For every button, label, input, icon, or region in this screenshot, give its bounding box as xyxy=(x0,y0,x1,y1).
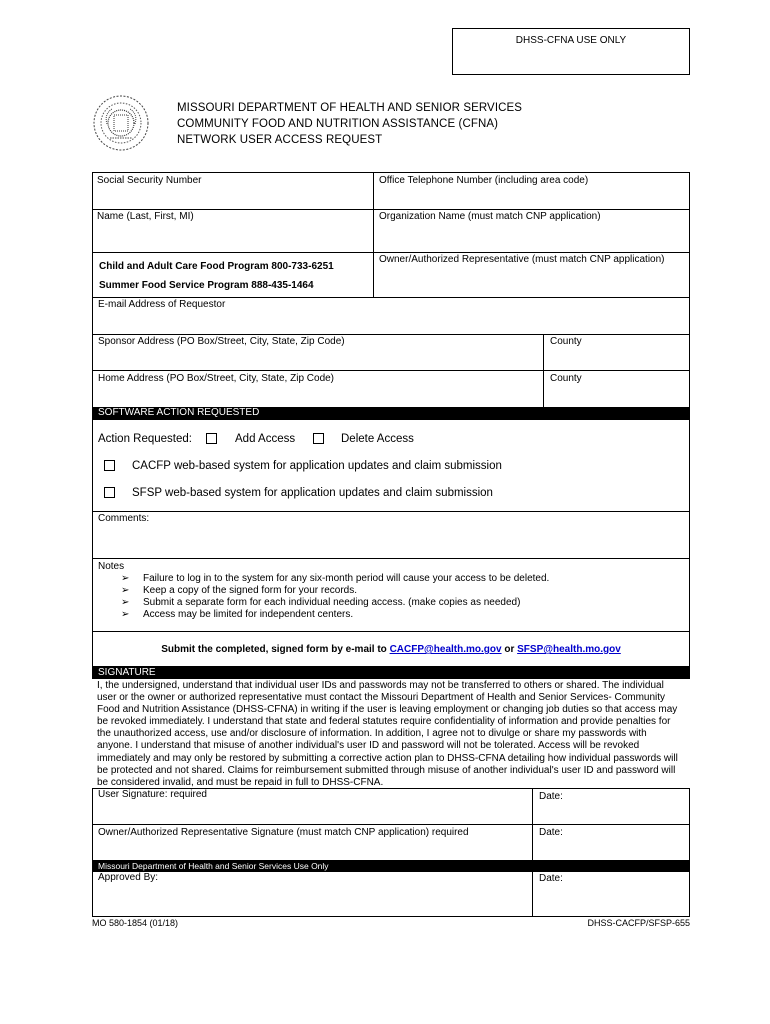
cacfp-option-checkbox[interactable] xyxy=(104,460,115,471)
notes-label: Notes xyxy=(98,561,125,572)
state-seal-icon xyxy=(92,94,150,152)
signature-agreement-text xyxy=(97,680,689,789)
sfsp-program-phone: Summer Food Service Program 888-435-1464 xyxy=(99,280,314,291)
signature-text-line: Food and Nutrition Assistance (DHSS-CFNA) in writing if the user is leaving employment or changing job duties so that access may xyxy=(97,704,678,716)
action-requested-label: Action Requested: xyxy=(98,433,192,445)
software-action-bar xyxy=(92,407,690,419)
email-field[interactable] xyxy=(92,297,690,335)
office-phone-label: Office Telephone Number (including area code) xyxy=(379,175,589,186)
owner-signature-date-label: Date: xyxy=(539,827,563,838)
user-signature-label: User Signature: required xyxy=(98,789,207,800)
bullet-arrow-icon: ➢ xyxy=(121,597,130,608)
add-access-checkbox[interactable] xyxy=(206,433,217,444)
add-access-label: Add Access xyxy=(235,433,296,445)
bullet-arrow-icon: ➢ xyxy=(121,573,130,584)
user-signature-field[interactable] xyxy=(92,788,533,825)
notes-list xyxy=(121,573,549,621)
submit-prefix: Submit the completed, signed form by e-mail to xyxy=(161,644,387,655)
home-address-label: Home Address (PO Box/Street, City, State, Zip Code) xyxy=(98,373,335,384)
name-label: Name (Last, First, MI) xyxy=(97,211,194,222)
submit-line xyxy=(93,644,689,655)
submit-or: or xyxy=(504,644,515,655)
notes-item xyxy=(121,585,549,597)
owner-signature-date-field[interactable] xyxy=(532,824,690,861)
org-name-field[interactable] xyxy=(373,209,690,253)
notes-item xyxy=(121,609,549,621)
notes-item xyxy=(121,597,549,609)
sponsor-county-label: County xyxy=(550,336,582,347)
approved-date-label: Date: xyxy=(539,873,563,884)
notes-item xyxy=(121,573,549,585)
header-line-1: MISSOURI DEPARTMENT OF HEALTH AND SENIOR SERVICES xyxy=(177,102,523,114)
office-phone-field[interactable] xyxy=(373,172,690,210)
owner-signature-field[interactable] xyxy=(92,824,533,861)
ssn-label: Social Security Number xyxy=(97,175,202,186)
submit-instructions xyxy=(92,631,690,667)
delete-access-checkbox[interactable] xyxy=(313,433,324,444)
header-line-2: COMMUNITY FOOD AND NUTRITION ASSISTANCE (CFNA) xyxy=(177,118,499,130)
comments-label: Comments: xyxy=(98,513,150,524)
notes-item-text: Access may be limited for independent centers. xyxy=(143,609,354,620)
signature-heading: SIGNATURE xyxy=(98,667,156,678)
name-field[interactable] xyxy=(92,209,374,253)
notes-section xyxy=(92,558,690,632)
user-signature-date-label: Date: xyxy=(539,791,563,802)
dhss-use-only-box xyxy=(452,28,690,75)
signature-text-line: user or the owner or authorized representative must contact the Missouri Department of Health and Senior Services- Community xyxy=(97,692,666,704)
program-phones-cell xyxy=(92,252,374,298)
signature-text-line: I, the undersigned, understand that individual user IDs and passwords may not be transferred to others or shared. The individual xyxy=(97,680,664,691)
owner-signature-label: Owner/Authorized Representative Signature (must match CNP application) required xyxy=(98,827,469,838)
bullet-arrow-icon: ➢ xyxy=(121,585,130,596)
sponsor-address-field[interactable] xyxy=(92,334,544,371)
approved-by-field[interactable] xyxy=(92,871,533,917)
sfsp-option-label: SFSP web-based system for application updates and claim submission xyxy=(132,487,493,499)
cacfp-option-label: CACFP web-based system for application updates and claim submission xyxy=(132,460,502,472)
ssn-field[interactable] xyxy=(92,172,374,210)
owner-rep-field[interactable] xyxy=(373,252,690,298)
dhss-use-heading: Missouri Department of Health and Senior Services Use Only xyxy=(98,861,329,871)
signature-text-line: be revoked immediately. I understand that state and federal statutes require confidentiality of information and provide penalties for xyxy=(97,716,671,728)
home-county-field[interactable] xyxy=(543,370,690,408)
signature-bar xyxy=(92,667,690,679)
signature-text-line: anyone. I understand that misuse of another individual's user ID and password will not be tolerated. Access will be revoked xyxy=(97,740,640,752)
form-code: DHSS-CACFP/SFSP-655 xyxy=(587,918,690,928)
bullet-arrow-icon: ➢ xyxy=(121,609,130,620)
user-signature-date-field[interactable] xyxy=(532,788,690,825)
notes-item-text: Failure to log in to the system for any six-month period will cause your access to be deleted. xyxy=(143,573,550,584)
comments-field[interactable] xyxy=(92,511,690,559)
org-name-label: Organization Name (must match CNP application) xyxy=(379,211,601,222)
sponsor-address-label: Sponsor Address (PO Box/Street, City, State, Zip Code) xyxy=(98,336,345,347)
approved-by-label: Approved By: xyxy=(98,872,159,883)
form-number: MO 580-1854 (01/18) xyxy=(92,918,179,928)
sfsp-email-link[interactable]: SFSP@health.mo.gov xyxy=(517,644,621,655)
home-address-field[interactable] xyxy=(92,370,544,408)
header-line-3: NETWORK USER ACCESS REQUEST xyxy=(177,134,383,146)
approved-date-field[interactable] xyxy=(532,871,690,917)
signature-text-line: be protected and not shared. Claims for reimbursement submitted through misuse of another individual's user ID and password will xyxy=(97,764,676,776)
email-label: E-mail Address of Requestor xyxy=(98,299,226,310)
home-county-label: County xyxy=(550,373,582,384)
dhss-use-only-label: DHSS-CFNA USE ONLY xyxy=(515,35,627,46)
owner-rep-label: Owner/Authorized Representative (must match CNP application) xyxy=(379,254,665,265)
signature-text-line: immediately and may only be restored by submitting a corrective action plan to DHSS-CFNA detailing how individual passwords will xyxy=(97,752,678,764)
sponsor-county-field[interactable] xyxy=(543,334,690,371)
notes-item-text: Keep a copy of the signed form for your records. xyxy=(143,585,357,596)
delete-access-label: Delete Access xyxy=(341,433,414,445)
signature-text-line: be considered invalid, and must be repaid in full to DHSS-CFNA. xyxy=(97,776,384,788)
notes-item-text: Submit a separate form for each individual needing access. (make copies as needed) xyxy=(143,597,521,608)
signature-text-line: the unauthorized access, use and/or disclosure of information. In addition, I agree not to divulge or share my passwords with xyxy=(97,728,647,740)
software-action-heading: SOFTWARE ACTION REQUESTED xyxy=(98,407,260,418)
cacfp-email-link[interactable]: CACFP@health.mo.gov xyxy=(389,644,502,655)
sfsp-option-checkbox[interactable] xyxy=(104,487,115,498)
cacfp-program-phone: Child and Adult Care Food Program 800-733-6251 xyxy=(99,261,334,272)
